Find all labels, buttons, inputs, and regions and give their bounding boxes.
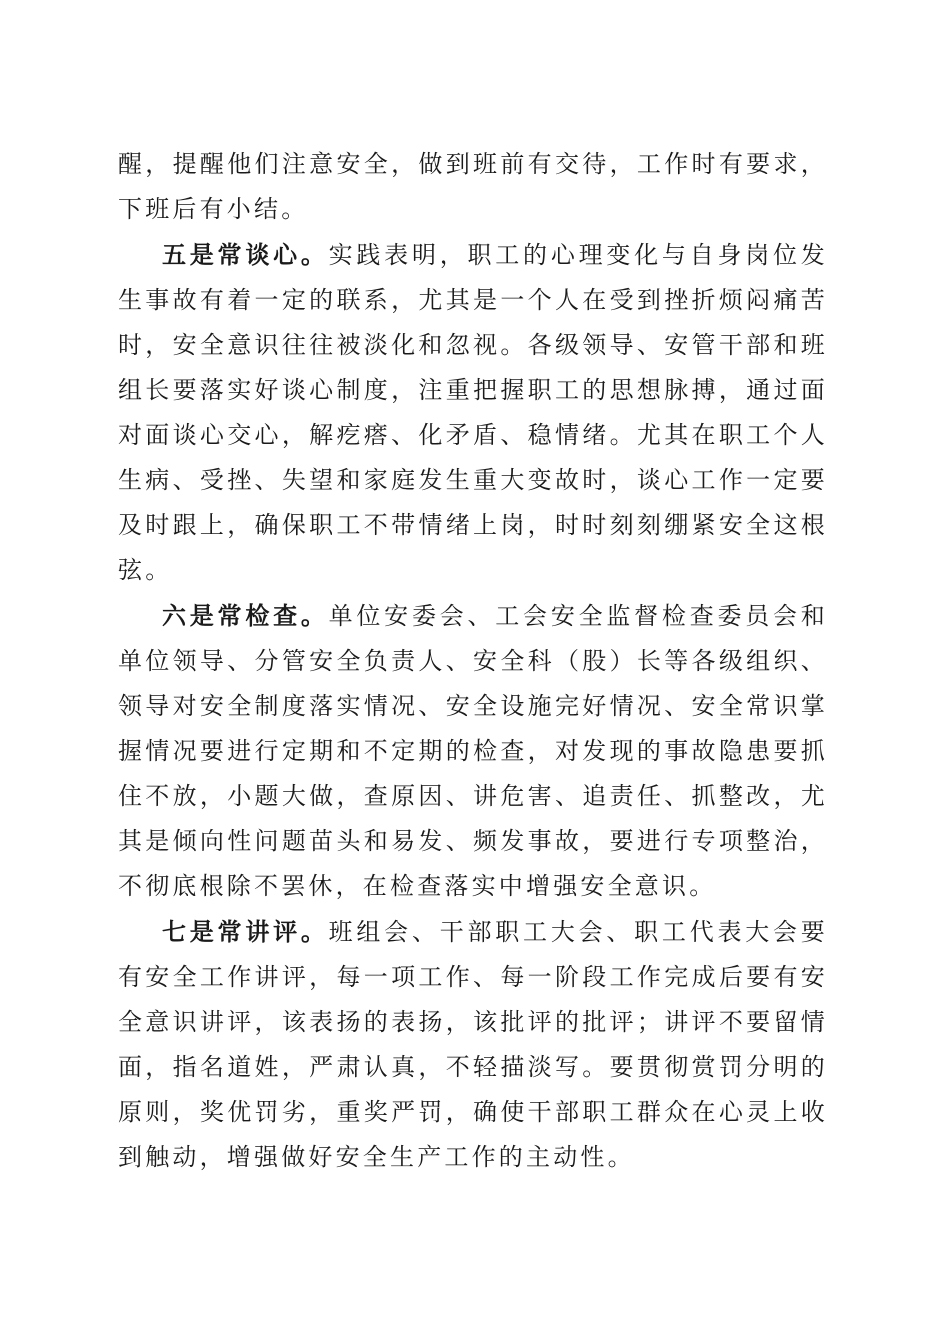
paragraph-text: 醒，提醒他们注意安全，做到班前有交待，工作时有要求，下班后有小结。	[118, 150, 828, 223]
paragraph-continued	[118, 142, 828, 232]
paragraph-heading: 七是常讲评。	[162, 917, 329, 946]
paragraph-heading: 六是常检查。	[162, 601, 329, 630]
paragraph-review	[118, 909, 828, 1180]
paragraph-text: 单位安委会、工会安全监督检查委员会和单位领导、分管安全负责人、安全科（股）长等各级组织、领导对安全制度落实情况、安全设施完好情况、安全常识掌握情况要进行定期和不定期的检查，对发现的事故隐患要抓住不放，小题大做，查原因、讲危害、追责任、抓整改，尤其是倾向性问题苗头和易发、频发事故，要进行专项整治，不彻底根除不罢休，在检查落实中增强安全意识。	[118, 602, 828, 900]
paragraph-heading: 五是常谈心。	[162, 240, 329, 269]
paragraph-text: 实践表明，职工的心理变化与自身岗位发生事故有着一定的联系，尤其是一个人在受到挫折烦闷痛苦时，安全意识往往被淡化和忽视。各级领导、安管干部和班组长要落实好谈心制度，注重把握职工的思想脉搏，通过面对面谈心交心，解疙瘩、化矛盾、稳情绪。尤其在职工个人生病、受挫、失望和家庭发生重大变故时，谈心工作一定要及时跟上，确保职工不带情绪上岗，时时刻刻绷紧安全这根弦。	[118, 241, 828, 584]
paragraph-inspection	[118, 593, 828, 909]
paragraph-talk-heart	[118, 232, 828, 593]
document-page	[118, 142, 828, 1180]
paragraph-text: 班组会、干部职工大会、职工代表大会要有安全工作讲评，每一项工作、每一阶段工作完成后要有安全意识讲评，该表扬的表扬，该批评的批评；讲评不要留情面，指名道姓，严肃认真，不轻描淡写。要贯彻赏罚分明的原则，奖优罚劣，重奖严罚，确使干部职工群众在心灵上收到触动，增强做好安全生产工作的主动性。	[118, 918, 828, 1171]
